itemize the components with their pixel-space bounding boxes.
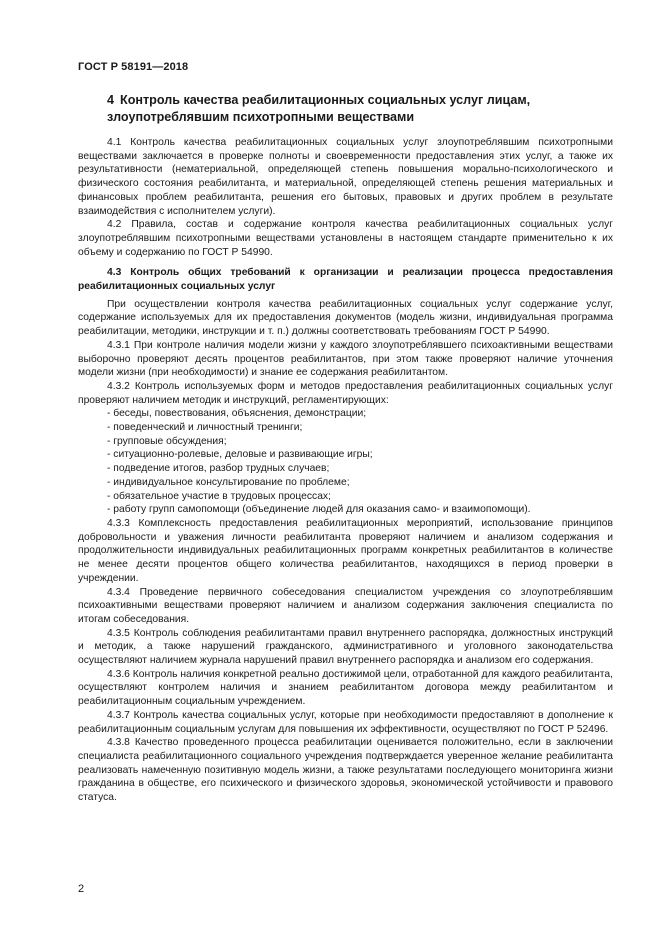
list-item: - работу групп самопомощи (объединение людей для оказания само- и взаимопомощи). bbox=[107, 504, 531, 516]
list-item: - ситуационно-ролевые, деловые и развивающие игры; bbox=[107, 449, 373, 461]
paragraph: 4.3.5 Контроль соблюдения реабилитантами правил внутреннего распорядка, должностных инструкций и методик, а также нарушений гражданского, административного и уголовного законодательства осуществляют наличием журнала нарушений правил внутреннего распорядка и анализом его содержания. bbox=[78, 627, 613, 667]
paragraph: 4.3.8 Качество проведенного процесса реабилитации оценивается положительно, если в заключении специалиста реабилитационного социального учреждения подтверждается уверенное желание реабилитанта реализовать намеченную позитивную модель жизни, а также результатами последующего мониторинга жизни гражданина в обществе, его психического и физического здоровья, экономической устойчивости и правового статуса. bbox=[78, 737, 613, 804]
list-item: - подведение итогов, разбор трудных случаев; bbox=[107, 463, 330, 475]
document-header: ГОСТ Р 58191—2018 bbox=[78, 61, 189, 73]
paragraph: 4.3.6 Контроль наличия конкретной реально достижимой цели, отработанной для каждого реабилитанта, осуществляют контролем наличия и знанием реабилитантом договора между реабилитантом и реабилитационным социальным учреждением. bbox=[78, 668, 613, 708]
paragraph: 4.2 Правила, состав и содержание контроля качества реабилитационных социальных услуг злоупотреблявшим психотропными веществами установлены в настоящем стандарте применительно к их объему и содержанию по ГОСТ Р 54990. bbox=[78, 219, 613, 258]
section-title bbox=[78, 92, 613, 125]
page-number: 2 bbox=[78, 883, 85, 895]
subsection-title: 4.3 Контроль общих требований к организации и реализации процесса предоставления реабилитационных социальных услуг bbox=[78, 267, 613, 293]
methods-list bbox=[78, 407, 613, 517]
document-body bbox=[78, 92, 613, 805]
list-item: - беседы, повествования, объяснения, демонстрации; bbox=[107, 408, 367, 420]
list-item: - обязательное участие в трудовых процессах; bbox=[107, 490, 331, 502]
section-title-text: Контроль качества реабилитационных социальных услуг лицам, злоупотреблявшим психотропными веществами bbox=[107, 93, 531, 124]
list-item: - поведенческий и личностный тренинги; bbox=[107, 422, 303, 434]
paragraph: 4.3.2 Контроль используемых форм и методов предоставления реабилитационных социальных услуг проверяют наличием методик и инструкций, регламентирующих: bbox=[78, 380, 613, 406]
list-item: - индивидуальное консультирование по проблеме; bbox=[107, 476, 350, 488]
paragraph: 4.1 Контроль качества реабилитационных социальных услуг злоупотреблявшим психотропными веществами заключается в проверке полноты и своевременности предоставления этих услуг, а также их результативности (нематериальной, определяющей степень повышения морально-психологического и физического состояния реабилитанта, и материальной, определяющей степень решения материальных и финансовых проблем реабилитанта, решения его бытовых, правовых и других проблем в результате взаимодействия с исполнителем услуги). bbox=[78, 137, 613, 217]
paragraph: 4.3.3 Комплексность предоставления реабилитационных мероприятий, использование принципов добровольности и уважения личности реабилитанта проверяют наличием и анализом содержания и продолжительности индивидуальных реабилитационных программ конкретных реабилитантов в количестве не менее десяти процентов общего количества реабилитантов, находящихся в период проверки в учреждении. bbox=[78, 517, 613, 584]
paragraph: 4.3.1 При контроле наличия модели жизни у каждого злоупотреблявшего психоактивными веществами выборочно проверяют десять процентов реабилитантов, при этом также проверяют наличие уточнения модели жизни (при необходимости) и знание ее содержания реабилитантом. bbox=[78, 339, 613, 379]
section-number: 4 bbox=[107, 93, 115, 107]
paragraph: При осуществлении контроля качества реабилитационных социальных услуг содержание услуг, содержание используемых для их предоставления документов (модель жизни, индивидуальная программа реабилитации, методики, инструкции и т. п.) должны соответствовать требованиям ГОСТ Р 54990. bbox=[78, 298, 613, 338]
paragraph: 4.3.7 Контроль качества социальных услуг, которые при необходимости предоставляют в дополнение к реабилитационным социальным услугам для повышения их эффективности, осуществляют по ГОСТ Р 52496. bbox=[78, 709, 613, 735]
list-item: - групповые обсуждения; bbox=[107, 435, 227, 447]
paragraph: 4.3.4 Проведение первичного собеседования специалистом учреждения со злоупотреблявшим психоактивными веществами проверяют наличием и анализом содержания заключения специалиста по итогам собеседования. bbox=[78, 586, 613, 625]
